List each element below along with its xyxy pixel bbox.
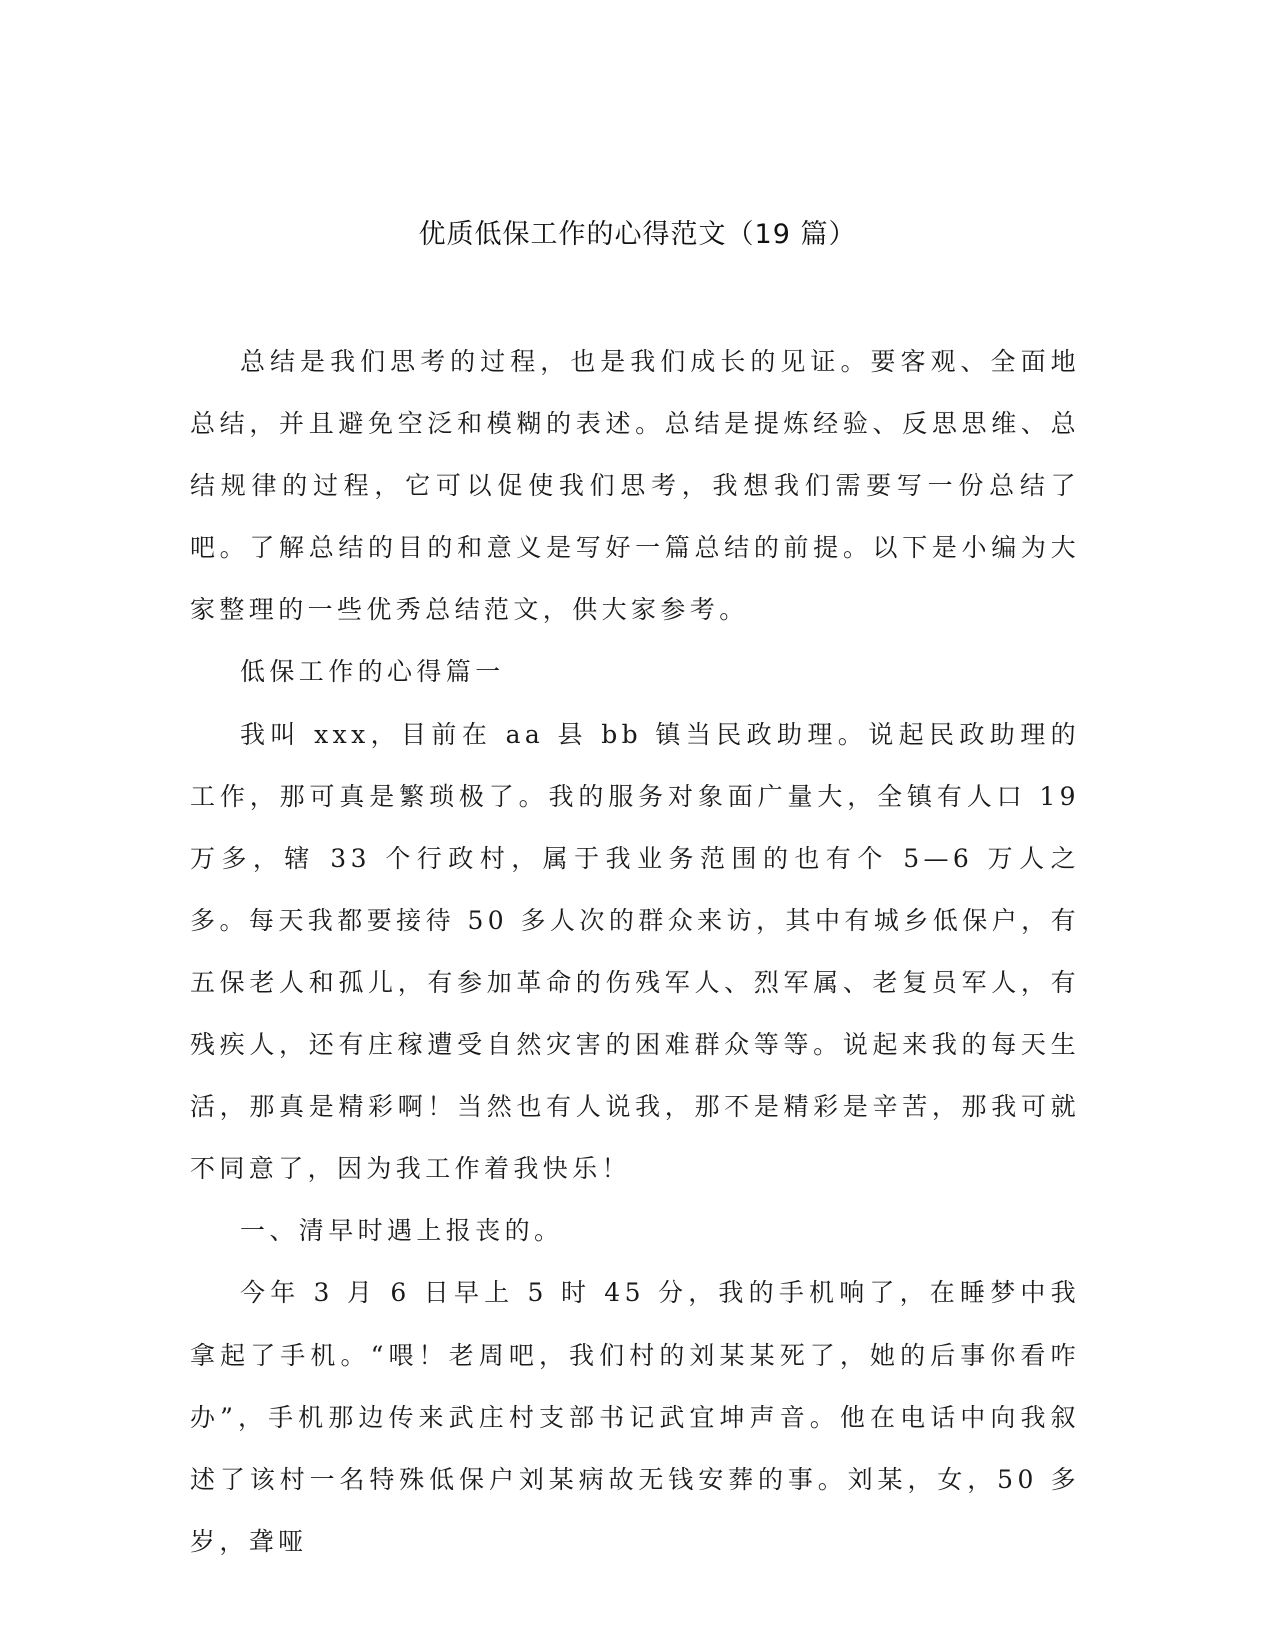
body-paragraph: 今年 3 月 6 日早上 5 时 45 分，我的手机响了，在睡梦中我拿起了手机。“喂！老周吧，我们村的刘某某死了，她的后事你看咋办”，手机那边传来武庄村支部书记武宜坤声音。他在电话中向我叙述了该村一名特殊低保户刘某病故无钱安葬的事。刘某，女，50 多岁，聋哑 — [190, 1278, 1080, 1556]
subsection-heading: 一、清早时遇上报丧的。 — [240, 1216, 564, 1246]
document-body — [190, 331, 1080, 1573]
section-heading: 低保工作的心得篇一 — [240, 657, 505, 687]
intro-paragraph: 总结是我们思考的过程，也是我们成长的见证。要客观、全面地总结，并且避免空泛和模糊的表述。总结是提炼经验、反思思维、总结规律的过程，它可以促使我们思考，我想我们需要写一份总结了吧。了解总结的目的和意义是写好一篇总结的前提。以下是小编为大家整理的一些优秀总结范文，供大家参考。 — [190, 347, 1080, 625]
document-title: 优质低保工作的心得范文（19 篇） — [418, 219, 857, 250]
body-paragraph: 我叫 xxx，目前在 aa 县 bb 镇当民政助理。说起民政助理的工作，那可真是繁琐极了。我的服务对象面广量大，全镇有人口 19 万多，辖 33 个行政村，属于我业务范围的也有个 5—6 万人之多。每天我都要接待 50 多人次的群众来访，其中有城乡低保户，有五保老人和孤儿，有参加革命的伤残军人、烈军属、老复员军人，有残疾人，还有庄稼遭受自然灾害的困难群众等等。说起来我的每天生活，那真是精彩啊！当然也有人说我，那不是精彩是辛苦，那我可就不同意了，因为我工作着我快乐！ — [190, 719, 1080, 1184]
